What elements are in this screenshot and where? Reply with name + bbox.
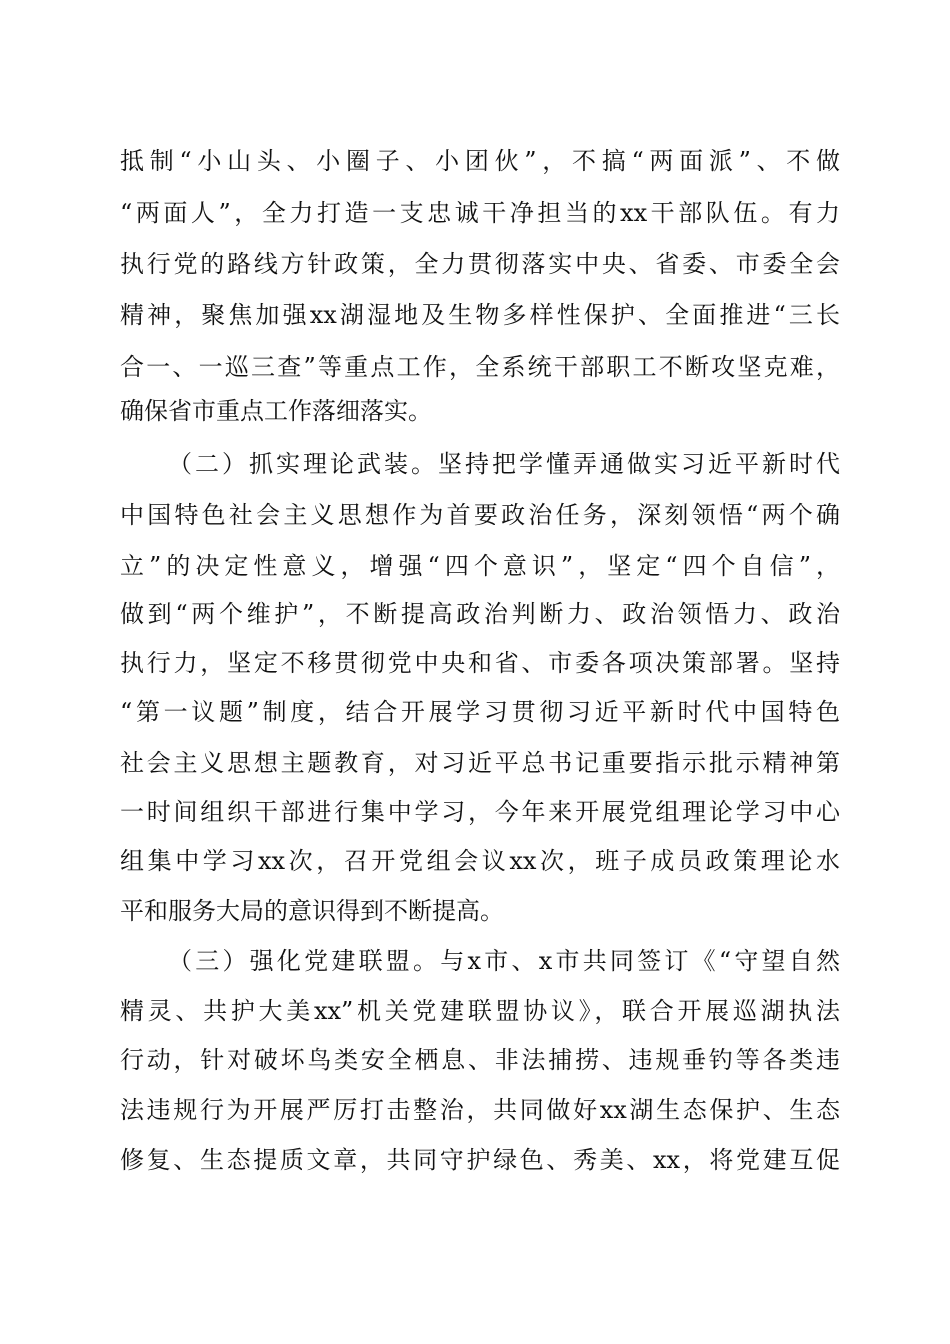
paragraph-3-line-4: 法违规行为开展严厉打击整治，共同做好xx湖生态保护、生态 xyxy=(120,1096,840,1124)
paragraph-2-line-2: 中国特色社会主义思想作为首要政治任务，深刻领悟“两个确 xyxy=(120,501,840,529)
paragraph-1-line-3: 执行党的路线方针政策，全力贯彻落实中央、省委、市委全会 xyxy=(120,250,840,278)
paragraph-2-line-7: 社会主义思想主题教育，对习近平总书记重要指示批示精神第 xyxy=(120,749,840,777)
paragraph-2-line-3: 立”的决定性意义，增强“四个意识”，坚定“四个自信”， xyxy=(120,552,840,580)
paragraph-2-line-10: 平和服务大局的意识得到不断提高。 xyxy=(120,897,504,925)
paragraph-2-line-5: 执行力，坚定不移贯彻党中央和省、市委各项决策部署。坚持 xyxy=(120,649,840,677)
paragraph-1-line-5: 合一、一巡三查”等重点工作，全系统干部职工不断攻坚克难， xyxy=(120,353,840,381)
paragraph-2-line-1: （二）抓实理论武装。坚持把学懂弄通做实习近平新时代 xyxy=(168,450,840,478)
paragraph-3-line-2: 精灵、共护大美xx”机关党建联盟协议》，联合开展巡湖执法 xyxy=(120,997,840,1025)
paragraph-3-line-1: （三）强化党建联盟。与x市、x市共同签订《“守望自然 xyxy=(168,947,840,975)
paragraph-2-line-8: 一时间组织干部进行集中学习，今年来开展党组理论学习中心 xyxy=(120,798,840,826)
paragraph-1-line-1: 抵制“小山头、小圈子、小团伙”，不搞“两面派”、不做 xyxy=(120,147,840,175)
paragraph-2-line-6: “第一议题”制度，结合开展学习贯彻习近平新时代中国特色 xyxy=(120,698,840,726)
paragraph-3-line-5: 修复、生态提质文章，共同守护绿色、秀美、xx，将党建互促 xyxy=(120,1146,840,1174)
paragraph-2-line-4: 做到“两个维护”，不断提高政治判断力、政治领悟力、政治 xyxy=(120,600,840,628)
paragraph-3-line-3: 行动，针对破坏鸟类安全栖息、非法捕捞、违规垂钓等各类违 xyxy=(120,1046,840,1074)
paragraph-1-line-4: 精神，聚焦加强xx湖湿地及生物多样性保护、全面推进“三长 xyxy=(120,301,840,329)
paragraph-2-line-9: 组集中学习xx次，召开党组会议xx次，班子成员政策理论水 xyxy=(120,847,840,875)
paragraph-1-line-6: 确保省市重点工作落细落实。 xyxy=(120,397,432,425)
paragraph-1-line-2: “两面人”，全力打造一支忠诚干净担当的xx干部队伍。有力 xyxy=(120,199,840,227)
